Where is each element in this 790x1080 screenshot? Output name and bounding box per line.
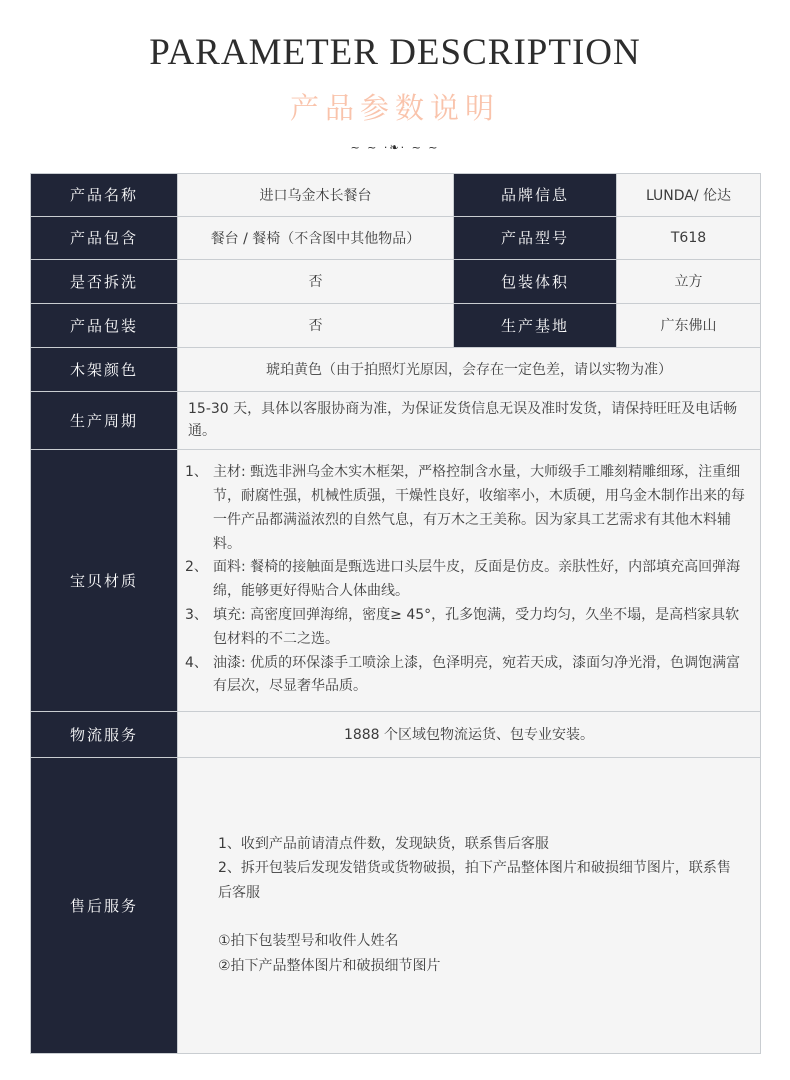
material-item-text: 主材: 甄选非洲乌金木实木框架，严格控制含水量，大师级手工雕刻精雕细琢，注重细节，耐腐性强，机械性质强，干燥性良好，收缩率小，木质硬，用乌金木制作出来的每一件产品都满溢浓烈的自然气息，有万木之王美称。因为家具工艺需求有其他木料辅料。 xyxy=(213,464,745,552)
spec-label-packaging: 产品包装 xyxy=(31,303,178,347)
spec-value-package-volume: 立方 xyxy=(617,259,761,303)
spec-label-production-base: 生产基地 xyxy=(454,303,617,347)
page-header xyxy=(0,0,790,154)
table-row xyxy=(31,391,761,449)
material-item xyxy=(185,604,750,652)
table-row xyxy=(31,216,761,259)
table-row xyxy=(31,303,761,347)
spec-value-production-cycle: 15-30 天，具体以客服协商为准，为保证发货信息无误及准时发货，请保持旺旺及电话畅通。 xyxy=(178,391,761,449)
material-item-number: 4、 xyxy=(185,654,208,671)
table-row xyxy=(31,757,761,1053)
spec-label-package-volume: 包装体积 xyxy=(454,259,617,303)
material-item-text: 填充: 高密度回弹海绵，密度≥ 45°，孔多饱满，受力均匀，久坐不塌，是高档家具软包材料的不二之选。 xyxy=(213,606,740,647)
spec-value-model: T618 xyxy=(617,216,761,259)
material-item xyxy=(185,652,750,700)
spec-value-washable: 否 xyxy=(178,259,454,303)
material-item-text: 油漆: 优质的环保漆手工喷涂上漆，色泽明亮，宛若天成，漆面匀净光滑，色调饱满富有层次，尽显奢华品质。 xyxy=(213,654,741,695)
material-item-number: 1、 xyxy=(185,464,208,481)
spec-value-wood-color: 琥珀黄色（由于拍照灯光原因，会存在一定色差，请以实物为准） xyxy=(178,347,761,391)
material-item xyxy=(185,461,750,556)
page-subtitle: 产品参数说明 xyxy=(289,90,500,125)
spec-label-production-cycle: 生产周期 xyxy=(31,391,178,449)
spec-table-wrap xyxy=(30,173,760,1054)
after-sales-line xyxy=(218,905,732,929)
spec-value-materials xyxy=(178,449,761,711)
spec-label-materials: 宝贝材质 xyxy=(31,449,178,711)
specs-table xyxy=(30,173,761,1054)
spec-value-product-name: 进口乌金木长餐台 xyxy=(178,173,454,216)
material-item xyxy=(185,556,750,604)
spec-label-brand: 品牌信息 xyxy=(454,173,617,216)
spec-label-includes: 产品包含 xyxy=(31,216,178,259)
flourish-divider-icon: ~ ~ ·❧· ~ ~ xyxy=(350,140,440,154)
spec-value-logistics: 1888 个区域包物流运货、包专业安装。 xyxy=(178,711,761,757)
table-row xyxy=(31,347,761,391)
spec-value-production-base: 广东佛山 xyxy=(617,303,761,347)
after-sales-line: 2、拆开包装后发现发错货或货物破损，拍下产品整体图片和破损细节图片，联系售后客服 xyxy=(218,860,731,901)
spec-value-includes: 餐台 / 餐椅（不含图中其他物品） xyxy=(178,216,454,259)
table-row xyxy=(31,711,761,757)
spec-value-after-sales xyxy=(178,757,761,1053)
after-sales-line: 1、收到产品前请清点件数，发现缺货，联系售后客服 xyxy=(218,835,549,852)
spec-label-logistics: 物流服务 xyxy=(31,711,178,757)
table-row xyxy=(31,173,761,216)
spec-label-after-sales: 售后服务 xyxy=(31,757,178,1053)
spec-label-washable: 是否拆洗 xyxy=(31,259,178,303)
spec-value-packaging: 否 xyxy=(178,303,454,347)
material-item-number: 2、 xyxy=(185,559,208,576)
table-row xyxy=(31,449,761,711)
spec-value-brand: LUNDA/ 伦达 xyxy=(617,173,761,216)
spec-label-product-name: 产品名称 xyxy=(31,173,178,216)
material-item-text: 面料: 餐椅的接触面是甄选进口头层牛皮，反面是仿皮。亲肤性好，内部填充高回弹海绵，能够更好得贴合人体曲线。 xyxy=(213,559,741,600)
material-item-number: 3、 xyxy=(185,606,208,623)
spec-label-model: 产品型号 xyxy=(454,216,617,259)
after-sales-line: ②拍下产品整体图片和破损细节图片 xyxy=(218,957,441,974)
page-title: PARAMETER DESCRIPTION xyxy=(149,32,641,73)
spec-label-wood-color: 木架颜色 xyxy=(31,347,178,391)
table-row xyxy=(31,259,761,303)
after-sales-line: ①拍下包装型号和收件人姓名 xyxy=(218,933,399,950)
